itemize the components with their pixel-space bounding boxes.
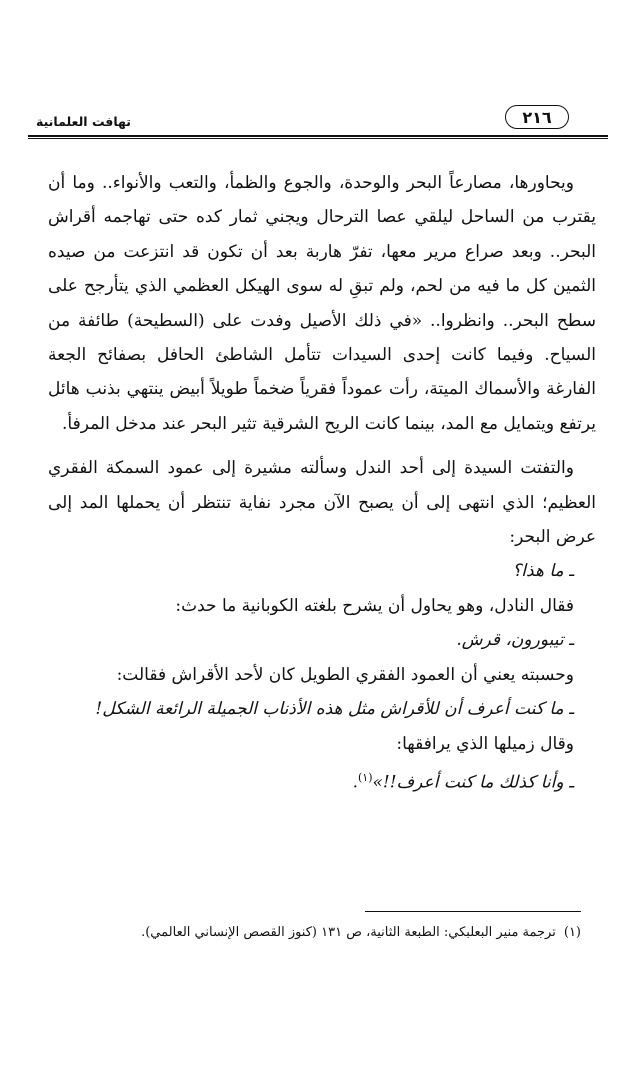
dialog-line-3: ـ ما كنت أعرف أن للأقراش مثل هذه الأذناب الجميلة الرائعة الشكل!: [95, 699, 574, 720]
header-rule: [28, 135, 608, 137]
footnote: [41, 922, 581, 944]
footnote-reference: (١): [357, 770, 373, 784]
footnote-text: ترجمة منير البعلبكي: الطبعة الثانية، ص ١٣١ (كنوز القصص الإنساني العالمي).: [141, 925, 556, 940]
dialog-line-4-end: .: [352, 772, 358, 793]
header-rule-thin: [28, 138, 608, 139]
paragraph-4: وحسبته يعني أن العمود الفقري الطويل كان لأحد الأقراش فقالت:: [116, 664, 574, 685]
footnote-rule: [365, 911, 581, 912]
paragraph-1: ويحاورها، مصارعاً البحر والوحدة، والجوع والظمأ، والتعب والأنواء.. وما أن يقترب من الساحل ليلقي عصا الترحال ويجني ثمار كده حتى تهاجمه أقراش البحر.. وبعد صراع مرير معها، تفرّ هاربة بعد أن تكون قد انتزعت من صيده الثمين كل ما فيه من لحم، ولم تبقِ له سوى الهيكل العظمي الذي يتأرجح على سطح البحر.. وانظروا.. «في ذلك الأصيل وفدت على (السطيحة) طائفة من السياح. وفيما كانت إحدى السيدات تتأمل الشاطئ الحافل بصفائح الجعة الفارغة والأسماك الميتة، رأت عموداً فقرياً ضخماً طويلاً أبيض ينتهي بذنب هائل يرتفع ويتمايل مع المد، بينما كانت الريح الشرقية تثير البحر عند مدخل المرفأ.: [48, 173, 597, 434]
paragraph-2: والتفتت السيدة إلى أحد الندل وسألته مشيرة إلى عمود السمكة الفقري العظيم؛ الذي انتهى إلى أن يصبح الآن مجرد نفاية تنتظر أن يحملها المد إلى عرض البحر:: [48, 458, 596, 548]
text-body: [48, 166, 596, 800]
running-title: تهافت العلمانية: [36, 114, 131, 129]
dialog-line-2: ـ تيبورون، قرش.: [456, 630, 574, 651]
paragraph-5: وقال زميلها الذي يرافقها:: [396, 733, 574, 754]
dialog-line-4-text: ـ وأنا كذلك ما كنت أعرف!!»: [372, 772, 574, 793]
footnote-number: (١): [563, 925, 581, 940]
page-number-badge: ٢١٦: [505, 105, 569, 129]
paragraph-3: فقال النادل، وهو يحاول أن يشرح بلغته الكوبانية ما حدث:: [175, 595, 574, 616]
dialog-line-4: [48, 761, 596, 800]
dialog-line-1: ـ ما هذا؟: [512, 561, 574, 582]
